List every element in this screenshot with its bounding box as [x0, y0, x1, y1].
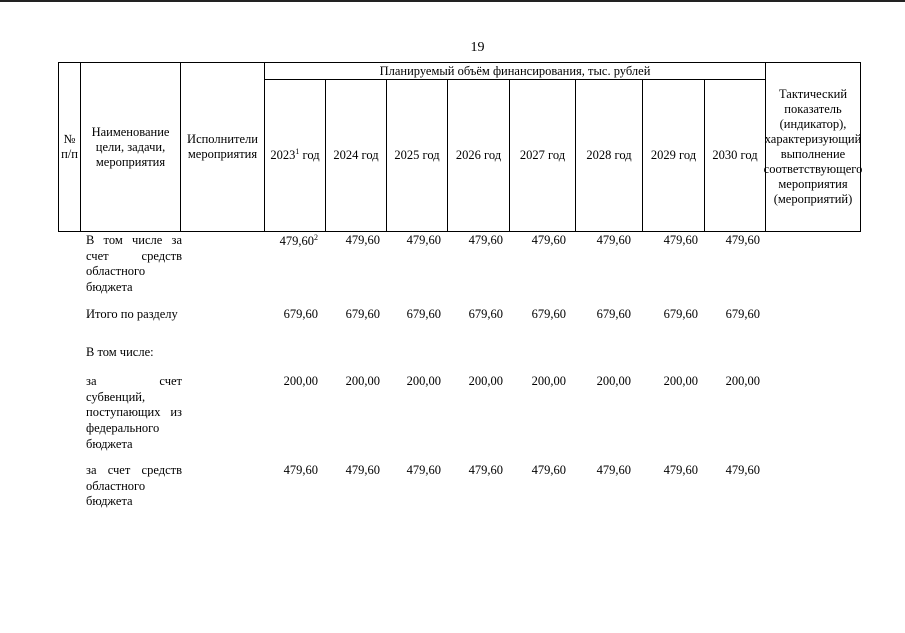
- value-cell: 479,60: [596, 463, 631, 477]
- value-cell: 200,00: [596, 374, 631, 388]
- header-year-2026: 2026 год: [447, 79, 510, 232]
- value-cell: 479,60: [283, 463, 318, 477]
- value-cell: 679,60: [468, 307, 503, 321]
- value-cell: 479,60: [663, 463, 698, 477]
- value-cell: 479,60: [725, 233, 760, 247]
- value-cell: 200,00: [663, 374, 698, 388]
- value-cell: 679,60: [596, 307, 631, 321]
- row-label: В том числе за счет средств областного бюджета: [86, 233, 182, 294]
- value-cell: 200,00: [531, 374, 566, 388]
- row-label: Итого по разделу: [86, 307, 178, 321]
- value-cell: 200,00: [725, 374, 760, 388]
- header-year-2029: 2029 год: [642, 79, 705, 232]
- value-cell: 479,60: [531, 463, 566, 477]
- value-cell: 200,00: [468, 374, 503, 388]
- value-cell: 479,60: [406, 233, 441, 247]
- value-cell: 679,60: [406, 307, 441, 321]
- value-cell: 479,60: [468, 233, 503, 247]
- value-cell: 679,60: [345, 307, 380, 321]
- value-cell: 479,60: [596, 233, 631, 247]
- header-year-2025: 2025 год: [386, 79, 448, 232]
- header-name: Наименование цели, задачи, мероприятия: [80, 62, 181, 232]
- header-year-2030: 2030 год: [704, 79, 766, 232]
- value-cell: 679,60: [531, 307, 566, 321]
- header-year-2023: [264, 79, 326, 232]
- value-cell: 479,60: [345, 463, 380, 477]
- header-year-2027: 2027 год: [509, 79, 576, 232]
- value-cell: 200,00: [406, 374, 441, 388]
- value-cell: 679,60: [663, 307, 698, 321]
- value-cell: 479,60: [468, 463, 503, 477]
- value-cell: 479,60: [531, 233, 566, 247]
- header-num: № п/п: [58, 62, 81, 232]
- value-cell: 479,60: [406, 463, 441, 477]
- value-cell: 479,60: [663, 233, 698, 247]
- value-cell: 479,60$^2$: [279, 233, 318, 249]
- row-label: за счет средств областного бюджета: [86, 463, 182, 509]
- value-cell: 679,60: [725, 307, 760, 321]
- top-border-line: [0, 0, 905, 2]
- value-cell: 479,60: [345, 233, 380, 247]
- value-cell: 200,00: [283, 374, 318, 388]
- header-year-2024: 2024 год: [325, 79, 387, 232]
- header-year-2028: 2028 год: [575, 79, 643, 232]
- value-cell: 200,00: [345, 374, 380, 388]
- page-number: 19: [470, 40, 485, 55]
- header-indicator: Тактический показатель (индикатор), характеризующий выполнение соответствующего мероприятия (мероприятий): [765, 62, 861, 232]
- row-label: за счет субвенций, поступающих из федерального бюджета: [86, 374, 182, 451]
- value-cell: 679,60: [283, 307, 318, 321]
- row-label: В том числе:: [86, 345, 154, 359]
- value-cell: 479,60: [725, 463, 760, 477]
- year-2023-label: 2023$^1$ год: [270, 147, 320, 163]
- header-executors: Исполнители мероприятия: [180, 62, 265, 232]
- header-planned-financing: Планируемый объём финансирования, тыс. рублей: [264, 62, 766, 80]
